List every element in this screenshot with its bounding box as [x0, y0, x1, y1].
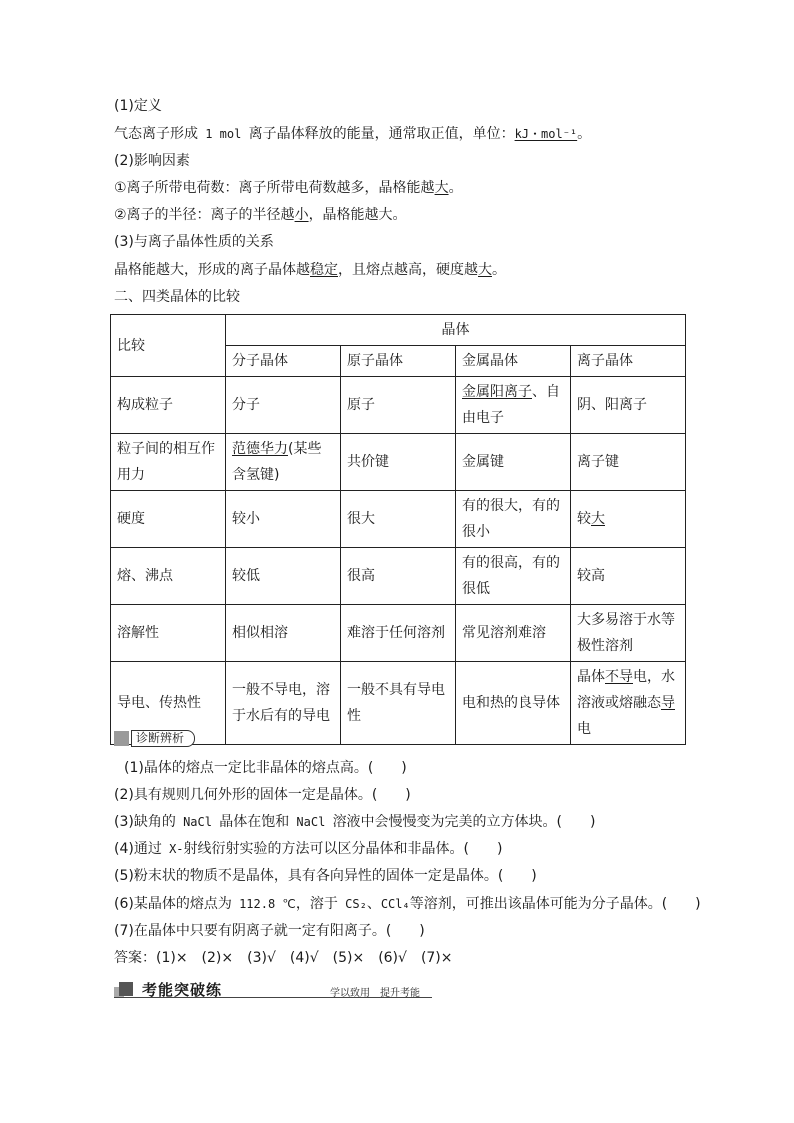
table-cell: 离子键 — [571, 434, 686, 491]
text: 电，水溶液或熔融态 — [577, 669, 675, 711]
text: ②离子的半径：离子的半径越 — [114, 207, 295, 223]
header-molecular: 分子晶体 — [226, 346, 341, 377]
text: ，晶格能越大。 — [308, 207, 407, 223]
header-crystal: 晶体 — [226, 315, 686, 346]
text: 。 — [492, 262, 506, 278]
text: 等溶剂，可推出该晶体可能为分子晶体。( ) — [409, 896, 701, 912]
subheading-relation: (3)与离子晶体性质的关系 — [114, 234, 274, 250]
row-label: 构成粒子 — [111, 377, 226, 434]
table-cell: 电和热的良导体 — [456, 662, 571, 745]
table-cell: 很高 — [341, 548, 456, 605]
question-4 — [114, 839, 502, 859]
answer-underlined: 大 — [591, 511, 605, 527]
text-mono: 1 mol — [198, 127, 249, 141]
text: 晶体在饱和 — [219, 814, 290, 830]
question-6 — [114, 894, 701, 914]
table-cell: 难溶于任何溶剂 — [341, 605, 456, 662]
question-3 — [114, 812, 596, 832]
text: 、 — [366, 896, 381, 912]
header-compare: 比较 — [111, 315, 226, 377]
text: (6)某晶体的熔点为 — [114, 896, 232, 912]
section-heading-comparison: 二、四类晶体的比较 — [114, 289, 240, 305]
text-mono: CS₂ — [337, 897, 367, 911]
table-cell: 相似相溶 — [226, 605, 341, 662]
answer-underlined: 金属阳离子 — [462, 384, 532, 400]
table-cell: 大多易溶于水等极性溶剂 — [571, 605, 686, 662]
section-title: 考能突破练 — [142, 981, 223, 999]
row-label: 导电、传热性 — [111, 662, 226, 745]
text: 。 — [448, 180, 463, 196]
table-row — [111, 491, 686, 548]
section-header — [114, 981, 432, 998]
header-ionic: 离子晶体 — [571, 346, 686, 377]
question-1: (1)晶体的熔点一定比非晶体的熔点高。( ) — [124, 760, 407, 776]
subheading-factors: (2)影响因素 — [114, 153, 190, 169]
square-icon — [114, 731, 129, 746]
table-cell: 有的很高，有的很低 — [456, 548, 571, 605]
text-mono: NaCl — [289, 815, 333, 829]
text: 射线衍射实验的方法可以区分晶体和非晶体。( ) — [183, 841, 503, 857]
factor-charge — [114, 178, 463, 198]
crystal-comparison-table — [110, 314, 686, 745]
text: 较 — [577, 511, 591, 527]
text-mono: CCl₄ — [380, 897, 410, 911]
row-label: 硬度 — [111, 491, 226, 548]
table-row — [111, 662, 686, 745]
header-metallic: 金属晶体 — [456, 346, 571, 377]
row-label: 熔、沸点 — [111, 548, 226, 605]
answer-underlined: 大 — [434, 180, 449, 196]
table-row — [111, 377, 686, 434]
text: (4)通过 — [114, 841, 162, 857]
table-cell: 一般不导电，溶于水后有的导电 — [226, 662, 341, 745]
table-cell: 有的很大，有的很小 — [456, 491, 571, 548]
table-cell: 分子 — [226, 377, 341, 434]
answer-underlined: 大 — [478, 262, 492, 278]
table-cell: 金属键 — [456, 434, 571, 491]
answer-underlined: 导 — [661, 695, 675, 711]
text: (3)缺角的 — [114, 814, 176, 830]
table-cell: 较小 — [226, 491, 341, 548]
answer-underlined: 小 — [294, 207, 309, 223]
table-cell: 较低 — [226, 548, 341, 605]
question-7: (7)在晶体中只要有阴离子就一定有阳离子。( ) — [114, 923, 425, 939]
question-2: (2)具有规则几何外形的固体一定是晶体。( ) — [114, 787, 411, 803]
text: 晶格能越大，形成的离子晶体越 — [114, 262, 310, 278]
text: (某些含氢键) — [232, 441, 322, 483]
table-cell: 常见溶剂难溶 — [456, 605, 571, 662]
section-subtitle: 学以致用 提升考能 — [330, 988, 420, 999]
answer-underlined: 不导 — [605, 669, 633, 685]
text: 气态离子形成 — [114, 126, 198, 142]
text: 、自由电子 — [462, 384, 560, 426]
table-cell: 原子 — [341, 377, 456, 434]
table-cell: 较高 — [571, 548, 686, 605]
diagnose-label: 诊断辨析 — [131, 730, 195, 747]
table-cell — [456, 377, 571, 434]
table-row — [111, 434, 686, 491]
question-5: (5)粉末状的物质不是晶体，具有各向异性的固体一定是晶体。( ) — [114, 868, 537, 884]
answer-underlined: 范德华力 — [232, 441, 288, 457]
text-mono: NaCl — [175, 815, 220, 829]
text: 。 — [577, 126, 592, 142]
header-atomic: 原子晶体 — [341, 346, 456, 377]
unit-answer: kJ・mol⁻¹ — [514, 127, 578, 141]
text: 溶液中会慢慢变为完美的立方体块。( ) — [332, 814, 596, 830]
text-mono: 112.8 ℃ — [231, 897, 296, 911]
text-mono: X- — [161, 842, 184, 856]
answer-underlined: 稳定 — [310, 262, 338, 278]
diagnose-tag — [114, 730, 195, 747]
answer-key: 答案：(1)× (2)× (3)√ (4)√ (5)× (6)√ (7)× — [114, 950, 453, 966]
text: ，溶于 — [295, 896, 338, 912]
table-cell: 一般不具有导电性 — [341, 662, 456, 745]
row-label: 溶解性 — [111, 605, 226, 662]
table-cell — [226, 434, 341, 491]
table-cell: 阴、阳离子 — [571, 377, 686, 434]
text: 电 — [577, 721, 591, 737]
table-cell — [571, 662, 686, 745]
definition-text — [114, 124, 591, 144]
table-cell: 很大 — [341, 491, 456, 548]
text: ，且熔点越高，硬度越 — [338, 262, 478, 278]
factor-radius — [114, 205, 407, 225]
table-row — [111, 605, 686, 662]
row-label: 粒子间的相互作用力 — [111, 434, 226, 491]
relation-text — [114, 260, 506, 280]
text: 离子晶体释放的能量，通常取正值，单位： — [248, 126, 515, 142]
text: 晶体 — [577, 669, 605, 685]
table-row — [111, 548, 686, 605]
table-cell — [571, 491, 686, 548]
text: ①离子所带电荷数：离子所带电荷数越多，晶格能越 — [114, 180, 435, 196]
subheading-definition: (1)定义 — [114, 98, 162, 114]
table-cell: 共价键 — [341, 434, 456, 491]
square-icon — [119, 982, 133, 996]
